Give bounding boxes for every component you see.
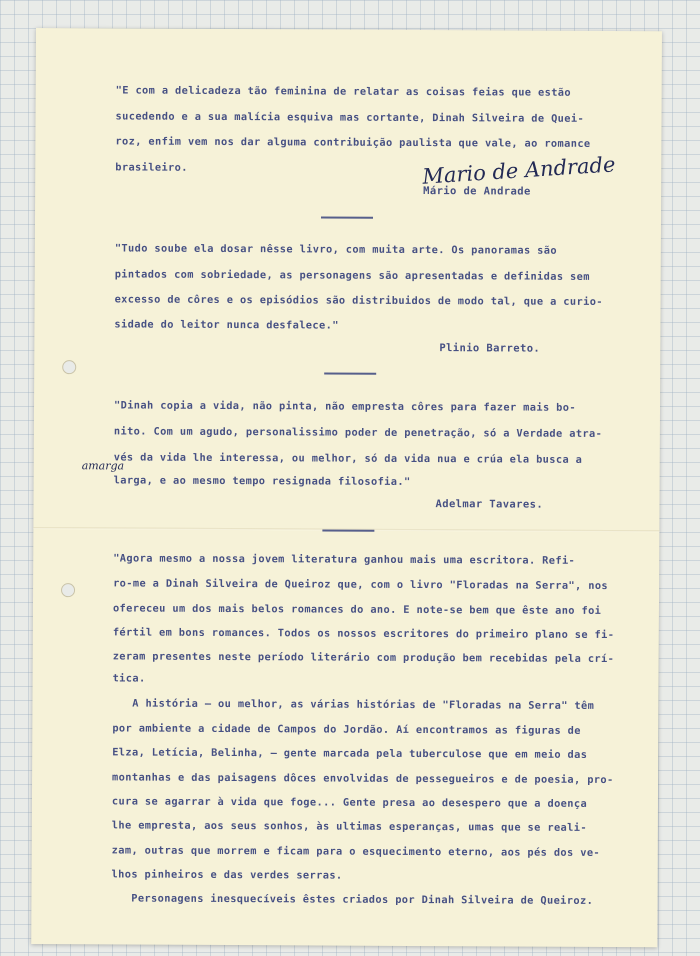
review-line-6: tica.	[112, 672, 146, 685]
review-line-5: zeram presentes neste período literário com produção bem recebidas pela crí-	[112, 650, 615, 666]
review-line-1: "Agora mesmo a nossa jovem literatura ganhou mais uma escritora. Refi-	[113, 552, 576, 567]
handwritten-signature: Mario de Andrade	[421, 152, 617, 189]
review-line-9: Elza, Letícia, Belinha, — gente marcada pela tuberculose que em meio das	[112, 746, 588, 761]
review-line-15: Personagens inesquecíveis êstes criados por Dinah Silveira de Queiroz.	[111, 892, 594, 907]
section-divider	[321, 216, 373, 218]
quote-3-author: Adelmar Tavares.	[435, 498, 544, 511]
quote-1-line-4: brasileiro.	[115, 161, 188, 174]
review-line-11: cura se agarrar à vida que foge... Gente presa ao desespero que a doença	[111, 795, 588, 810]
section-divider	[322, 530, 374, 532]
review-line-2: ro-me a Dinah Silveira de Queiroz que, com o livro "Floradas na Serra", nos	[113, 577, 609, 593]
typed-page	[31, 28, 662, 947]
review-line-12: lhe empresta, aos seus sonhos, às ultimas esperanças, umas que se reali-	[111, 819, 588, 834]
quote-1-author: Mário de Andrade	[423, 185, 531, 198]
review-line-10: montanhas e das paisagens dôces envolvidas de pessegueiros e de poesia, pro-	[112, 771, 614, 787]
punch-hole	[62, 360, 76, 374]
quote-3-line-2: nito. Com um agudo, personalissimo poder de penetração, só a Verdade atra-	[113, 425, 603, 440]
quote-3-line-4: larga, e ao mesmo tempo resignada filosofia."	[113, 474, 411, 488]
quote-3-line-1: "Dinah copia a vida, não pinta, não empresta côres para fazer mais bo-	[113, 399, 577, 414]
review-line-4: fértil em bons romances. Todos os nossos escritores do primeiro plano se fi-	[112, 626, 615, 642]
interlinear-correction: amarga	[81, 459, 125, 473]
quote-2-line-4: sidade do leitor nunca desfalece."	[114, 318, 339, 332]
quote-3-line-3: vés da vida lhe interessa, ou melhor, só da vida nua e crúa ela busca a	[113, 451, 583, 466]
review-line-7: A história — ou melhor, as várias histórias de "Floradas na Serra" têm	[112, 697, 595, 712]
review-line-13: zam, outras que morrem e ficam para o esquecimento eterno, aos pés dos ve-	[111, 844, 601, 859]
quote-1-line-3: roz, enfim vem nos dar alguma contribuição paulista que vale, ao romance	[115, 135, 591, 150]
review-line-8: por ambiente a cidade de Campos do Jordão. Aí encontramos as figuras de	[112, 722, 581, 737]
section-divider	[324, 373, 376, 375]
punch-hole	[61, 583, 75, 597]
review-line-14: lhos pinheiros e das verdes serras.	[111, 868, 343, 882]
quote-2-line-2: pintados com sobriedade, as personagens são apresentadas e definidas sem	[114, 268, 590, 283]
quote-2-author: Plinio Barreto.	[439, 342, 541, 355]
quote-2-line-3: excesso de côres e os episódios são distribuidos de modo tal, que a curio-	[114, 293, 603, 308]
quote-2-line-1: "Tudo soube ela dosar nêsse livro, com muita arte. Os panoramas são	[114, 242, 558, 257]
review-line-3: ofereceu um dos mais belos romances do ano. E note-se bem que êste ano foi	[112, 602, 602, 617]
quote-1-line-1: "E com a delicadeza tão feminina de relatar as coisas feias que estão	[115, 84, 572, 99]
quote-1-line-2: sucedendo e a sua malícia esquiva mas cortante, Dinah Silveira de Quei-	[115, 110, 585, 125]
